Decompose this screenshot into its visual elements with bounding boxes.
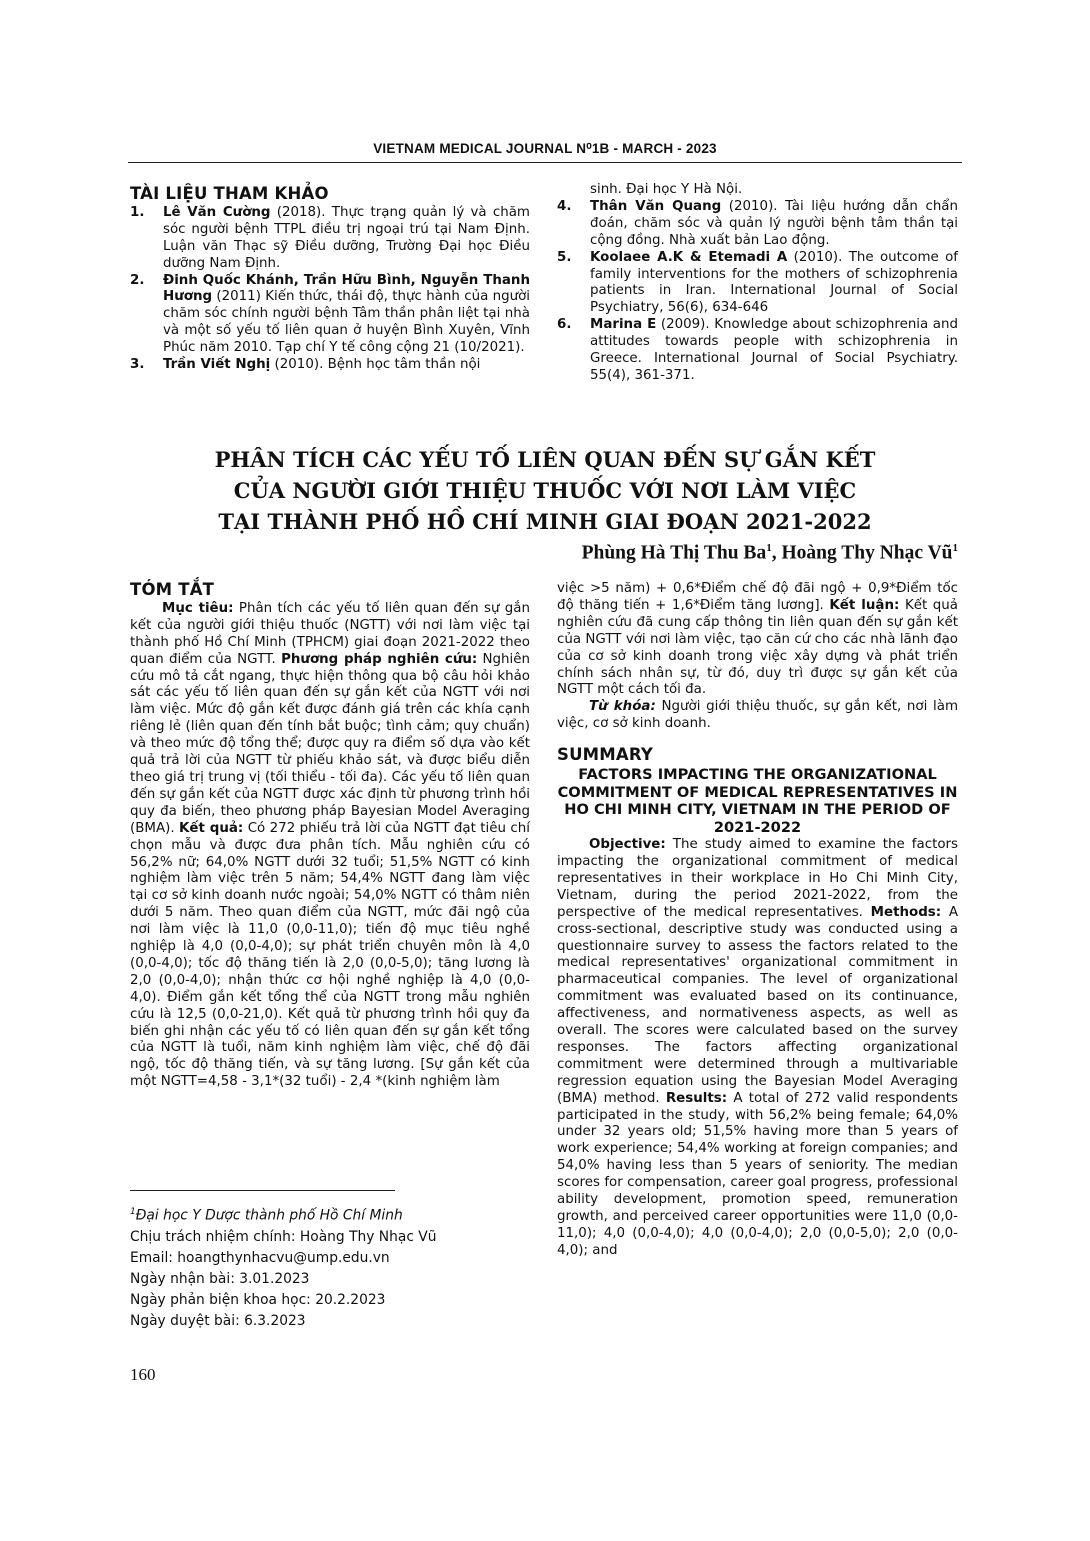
footnote-divider: [130, 1190, 395, 1191]
reference-author: Thân Văn Quang: [590, 198, 722, 214]
title-line: PHÂN TÍCH CÁC YẾU TỐ LIÊN QUAN ĐẾN SỰ GẮN KẾT: [214, 447, 876, 472]
references-right: [557, 182, 958, 385]
reference-item: 6. Marina E (2009). Knowledge about schizophrenia and attitudes towards people with schizophrenia in Greece. International Journal of Social Psychiatry. 55(4), 361-371.: [557, 317, 958, 383]
footnote-approved: Ngày duyệt bài: 6.3.2023: [130, 1312, 306, 1329]
reference-text: (2010). Bệnh học tâm thần nội: [270, 357, 481, 373]
authors: Phùng Hà Thị Thu Ba$^1$, Hoàng Thy Nhạc $Vũ^1$: [581, 542, 958, 564]
reference-text: (2010). Tài liệu hướng dẫn chẩn đoán, chăm sóc và quản lý người bệnh tâm thần tại cộng đồng. Nhà xuất bản Lao động.: [590, 198, 958, 248]
reference-text: (2011) Kiến thức, thái độ, thực hành của người chăm sóc chính người bệnh Tâm thần phân liệt tại nhà và một số yếu tố liên quan ở huyện Bình Xuyên, Vĩnh Phúc năm 2010. Tạp chí Y tế công cộng 21 (10/2021).: [163, 289, 530, 356]
references-heading: TÀI LIỆU THAM KHẢO: [130, 184, 329, 203]
reference-continuation: sinh. Đại học Y Hà Nội.: [590, 182, 743, 197]
reference-text: (2018). Thực trạng quản lý và chăm sóc người bệnh TTPL điều trị ngoại trú tại Nam Định. Luận văn Thạc sỹ Điều dưỡng, Trường Đại học Điều dưỡng Nam Định.: [163, 204, 530, 271]
reference-author: Lê Văn Cường: [163, 204, 271, 220]
reference-item: 3. Trần Viết Nghị (2010). Bệnh học tâm thần nội: [130, 357, 481, 373]
footnote-responsible: Chịu trách nhiệm chính: Hoàng Thy Nhạc Vũ: [130, 1228, 437, 1245]
journal-header: VIETNAM MEDICAL JOURNAL N⁰1B - MARCH - 2023: [373, 141, 717, 156]
article-title: [150, 444, 940, 537]
reference-item: 4. Thân Văn Quang (2010). Tài liệu hướng dẫn chẩn đoán, chăm sóc và quản lý người bệnh tâm thần tại cộng đồng. Nhà xuất bản Lao động.: [557, 198, 958, 248]
title-line: CỦA NGƯỜI GIỚI THIỆU THUỐC VỚI NƠI LÀM VIỆC: [233, 478, 857, 503]
abstract-paragraph: Mục tiêu: Phân tích các yếu tố liên quan đến sự gắn kết của người giới thiệu thuốc (NGTT) với nơi làm việc tại thành phố Hồ Chí Minh (TPHCM) giai đoạn 2021-2022 theo quan điểm của NGTT. Phương pháp nghiên cứu: Nghiên cứu mô tả cắt ngang, thực hiện thông qua bộ câu hỏi khảo sát các yếu tố liên quan đến sự gắn kết của NGTT với nơi làm việc. Mức độ gắn kết được đánh giá trên các khía cạnh riêng lẻ (liên quan đến tính bắt buộc; tình cảm; quy chuẩn) và theo mức độ tổng thể; được quy ra điểm số dựa vào kết quả trả lời của NGTT từ phiếu khảo sát, và được biểu diễn theo giá trị trung vị (tối thiểu - tối đa). Các yếu tố liên quan đến sự gắn kết của NGTT được xác định từ phương trình hồi quy đa biến, theo phương pháp Bayesian Model Averaging (BMA). Kết quả: Có 272 phiếu trả lời của NGTT đạt tiêu chí chọn mẫu và được đưa phân tích. Mẫu nghiên cứu có 56,2% nữ; 64,0% NGTT dưới 32 tuổi; 51,5% NGTT có kinh nghiệm làm việc trên 5 năm; 54,4% NGTT đang làm việc tại cơ sở kinh doanh nước ngoài; 54,0% NGTT có thâm niên dưới 5 năm. Theo quan điểm của NGTT, mức đãi ngộ của nơi làm việc là 11,0 (0,0-11,0); tiến độ mục tiêu nghề nghiệp là 4,0 (0,0-4,0); sự phát triển chuyên môn là 4,0 (0,0-4,0); tốc độ thăng tiến là 2,0 (0,0-5,0); tăng lương là 2,0 (0,0-4,0); nhận thức cơ hội nghề nghiệp là 4,0 (0,0-4,0). Điểm gắn kết tổng thể của NGTT trong mẫu nghiên cứu là 12,5 (0,0-21,0). Kết quả từ phương trình hồi quy đa biến ghi nhận các yếu tố có liên quan đến sự gắn kết tổng của NGTT là tuổi, năm kinh nghiệm làm việc, chế độ đãi ngộ, tốc độ thăng tiến, và sự tăng lương. [Sự gắn kết của một NGTT=4,58 - 3,1*(32 tuổi) - 2,4 *(kinh nghiệm làm: [130, 600, 531, 1090]
summary-heading: SUMMARY: [557, 745, 654, 765]
author-name: Phùng Hà Thị Thu Ba: [581, 542, 767, 564]
summary-paragraph: Objective: The study aimed to examine the factors impacting the organizational commitment of medical representatives in their workplace in Ho Chi Minh City, Vietnam, during the period 2021-2022, from the perspective of the medical representatives. Methods: A cross-sectional, descriptive study was conducted using a questionnaire survey to assess the factors related to the medical representatives' organizational commitment in pharmaceutical companies. The level of organizational commitment was evaluated based on its continuance, affectiveness, and normativeness aspects, as well as overall. The scores were calculated based on the survey responses. The factors affecting organizational commitment were determined through a multivariable regression equation using the Bayesian Model Averaging (BMA) method. Results: A total of 272 valid respondents participated in the study, with 56,2% being female; 64,0% under 32 years old; 51,5% having more than 5 years of work experience; 54,4% working at foreign companies; and 54,0% having less than 5 years of seniority. The median scores for compensation, career goal progress, professional ability development, promotion speed, remuneration growth, and perceived career opportunities were 11,0 (0,0-11,0); 4,0 (0,0-4,0); 4,0 (0,0-4,0); 2,0 (0,0-5,0); 2,0 (0,0-4,0); and: [557, 837, 958, 1258]
footnote-reviewed: Ngày phản biện khoa học: 20.2.2023: [130, 1291, 386, 1308]
abstract-vi: [130, 582, 530, 1091]
title-line: TẠI THÀNH PHỐ HỒ CHÍ MINH GIAI ĐOẠN 2021-2022: [218, 509, 872, 534]
page-number: 160: [130, 1365, 156, 1384]
reference-author: Marina E: [590, 317, 657, 333]
footnote-email: Email: hoangthynhacvu@ump.edu.vn: [130, 1249, 390, 1266]
reference-list-left: [130, 205, 530, 374]
reference-author: Trần Viết Nghị: [163, 357, 271, 373]
footnotes: [130, 1202, 436, 1332]
reference-text: (2009). Knowledge about schizophrenia and attitudes towards people with schizophrenia in Greece. International Journal of Social Psychiatry. 55(4), 361-371.: [590, 317, 958, 383]
reference-item: 2. Đinh Quốc Khánh, Trần Hữu Bình, Nguyễn Thanh Hương (2011) Kiến thức, thái độ, thực hành của người chăm sóc chính người bệnh Tâm thần phân liệt tại nhà và một số yếu tố liên quan ở huyện Bình Xuyên, Vĩnh Phúc năm 2010. Tạp chí Y tế công cộng 21 (10/2021).: [130, 272, 530, 356]
summary-title: FACTORS IMPACTING THE ORGANIZATIONAL COMMITMENT OF MEDICAL REPRESENTATIVES IN HO CHI MINH CITY, VIETNAM IN THE PERIOD OF 2021-2022: [557, 766, 958, 836]
reference-item: 5. Koolaee A.K & Etemadi A (2010). The outcome of family interventions for the mothers of schizophrenia patients in Iran. International Journal of Social Psychiatry, 56(6), 634-646: [557, 249, 958, 316]
abstract-right: [557, 581, 958, 1260]
header-divider: [128, 162, 962, 163]
reference-item: 1. Lê Văn Cường (2018). Thực trạng quản lý và chăm sóc người bệnh TTPL điều trị ngoại trú tại Nam Định. Luận văn Thạc sỹ Điều dưỡng, Trường Đại học Điều dưỡng Nam Định.: [130, 204, 530, 271]
abstract-heading: TÓM TẮT: [130, 580, 215, 599]
reference-text: (2010). The outcome of family interventions for the mothers of schizophrenia patients in Iran. International Journal of Social Psychiatry, 56(6), 634-646: [590, 249, 958, 316]
author-name: Hoàng Thy Nhạc Vũ: [781, 542, 953, 564]
keywords: Từ khóa: Người giới thiệu thuốc, sự gắn kết, nơi làm việc, cơ sở kinh doanh.: [557, 699, 958, 732]
reference-list-right: [557, 199, 958, 385]
references-left: [130, 186, 530, 374]
footnote-received: Ngày nhận bài: 3.01.2023: [130, 1270, 310, 1287]
footnote-affiliation: $^1$Đại học Y Dược thành phố Hồ Chí Minh: [130, 1207, 403, 1224]
abstract-continuation: việc >5 năm) + 0,6*Điểm chế độ đãi ngộ + 0,9*Điểm tốc độ thăng tiến + 1,6*Điểm tăng lương]. Kết luận: Kết quả nghiên cứu đã cung cấp thông tin liên quan đến sự gắn kết của NGTT với nơi làm việc, tạo căn cứ cho các nhà lãnh đạo của cơ sở kinh doanh trong việc xây dựng và phát triển chính sách nhân sự, từ đó, duy trì được sự gắn kết của NGTT một cách tối đa.: [557, 581, 959, 698]
reference-author: Koolaee A.K & Etemadi A: [590, 249, 788, 265]
reference-author: Đinh Quốc Khánh, Trần Hữu Bình, Nguyễn Thanh Hương: [163, 272, 530, 305]
